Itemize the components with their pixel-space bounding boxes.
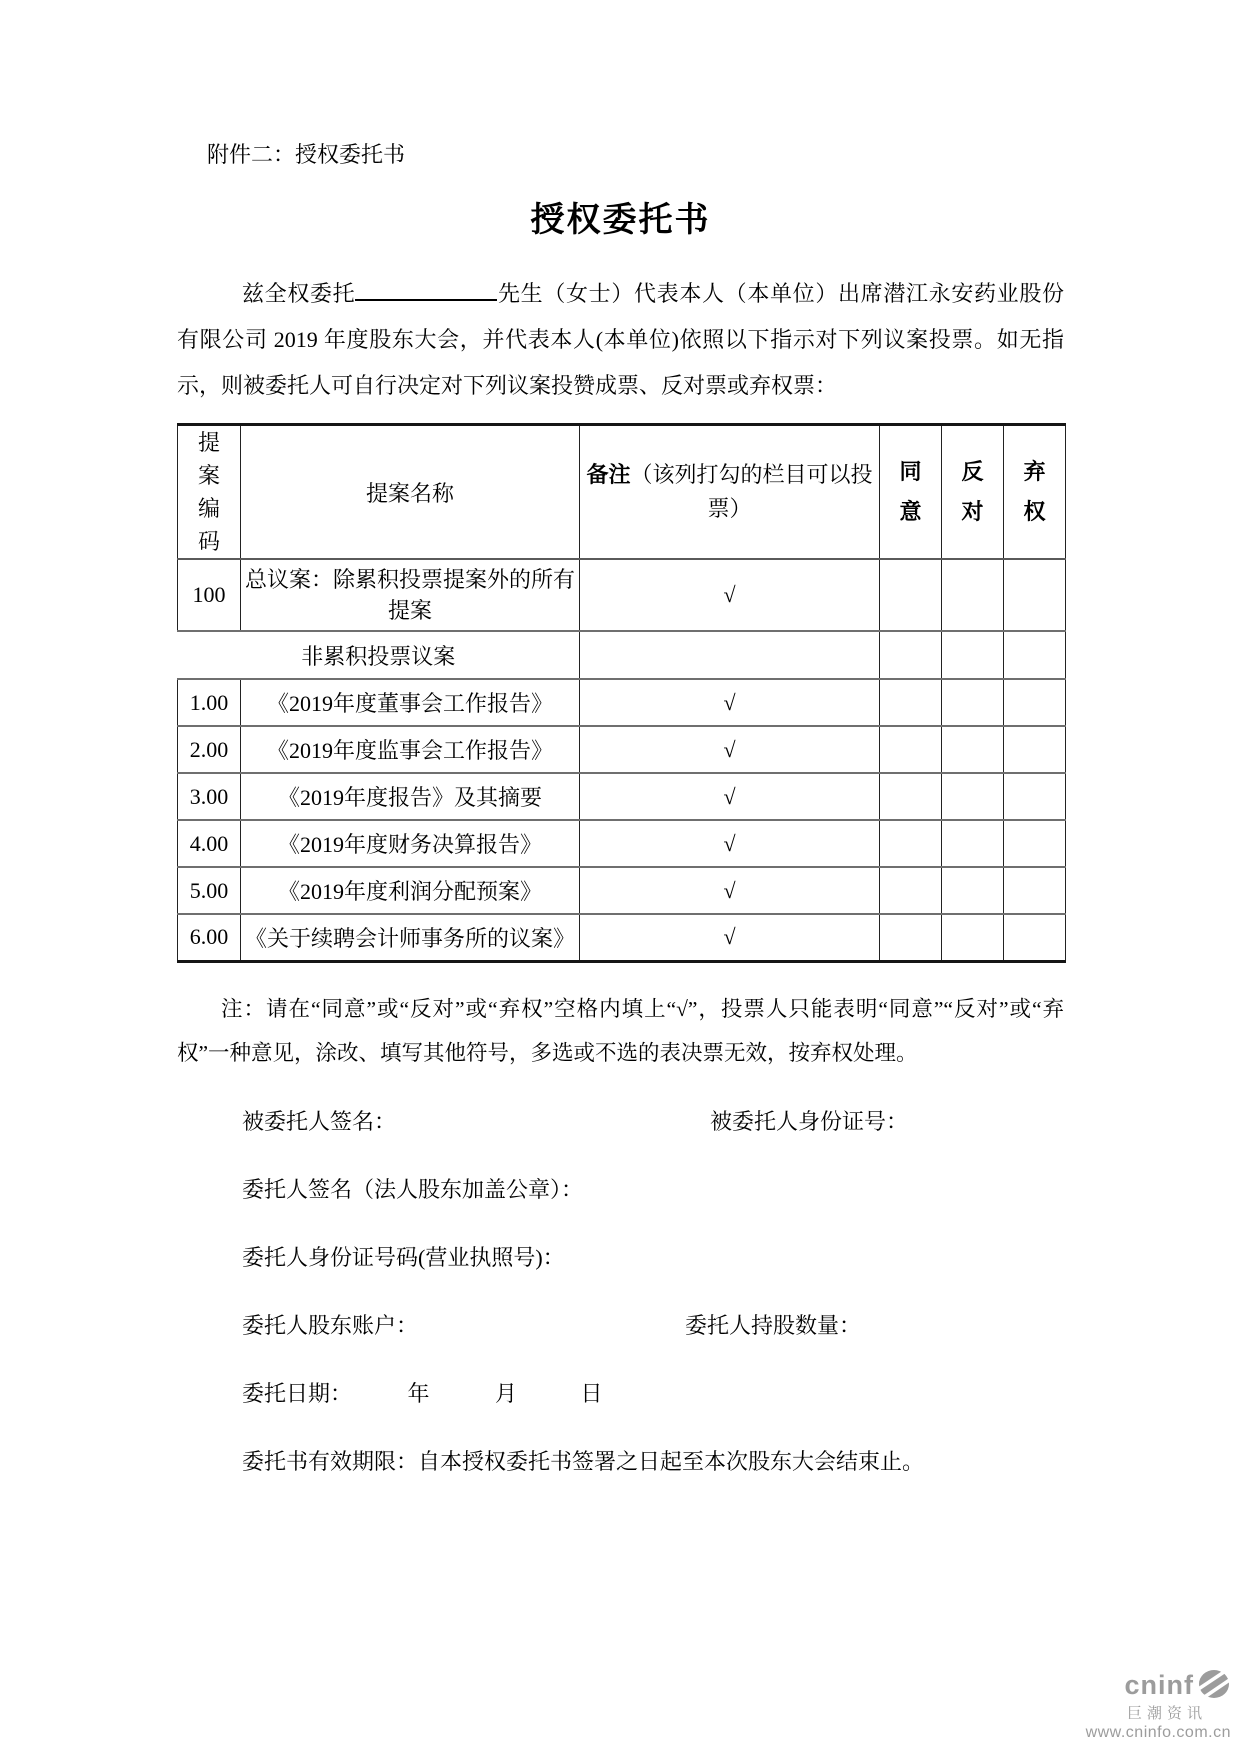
cell-agree — [880, 726, 942, 773]
signature-block — [242, 1107, 1064, 1477]
cell-name: 《2019年度报告》及其摘要 — [241, 773, 580, 820]
header-note — [580, 425, 880, 560]
principal-account-label: 委托人股东账户： — [242, 1312, 419, 1338]
cell-check: √ — [580, 773, 880, 820]
cell-name: 《关于续聘会计师事务所的议案》 — [241, 914, 580, 961]
header-agree: 同意 — [880, 425, 942, 560]
sig-line-account — [242, 1311, 1064, 1341]
table-row — [178, 726, 1066, 773]
cell-abstain — [1004, 631, 1066, 679]
note-paragraph: 注：请在“同意”或“反对”或“弃权”空格内填上“√”，投票人只能表明“同意”“反对”或“弃权”一种意见，涂改、填写其他符号，多选或不选的表决票无效，按弃权处理。 — [177, 996, 1064, 1065]
cell-oppose — [942, 914, 1004, 961]
cell-abstain — [1004, 559, 1066, 631]
table-row-section — [178, 631, 1066, 679]
cell-code: 1.00 — [178, 679, 241, 726]
table-row — [178, 773, 1066, 820]
header-proposal-code: 提案编码 — [178, 425, 241, 560]
trustee-id-label: 被委托人身份证号： — [710, 1108, 909, 1134]
cell-abstain — [1004, 867, 1066, 914]
date-month-label: 月 — [495, 1380, 518, 1406]
cell-abstain — [1004, 726, 1066, 773]
cell-code: 3.00 — [178, 773, 241, 820]
header-note-label: 备注 — [586, 462, 631, 487]
cell-oppose — [942, 726, 1004, 773]
validity-label: 委托书有效期限：自本授权委托书签署之日起至本次股东大会结束止。 — [242, 1448, 925, 1474]
cninfo-brand-cn: 巨潮资讯 — [1126, 1704, 1207, 1722]
cell-agree — [880, 773, 942, 820]
intro-after-blank: 先生（女士）代表本人（本单位）出席潜江永安药业股份有限公司 2019 年度股东大会，并代表本人(本单位)依照以下指示对下列议案投票。如无指示，则被委托人可自行决定对下列议案投赞成票、反对票或弃权票： — [177, 281, 1064, 398]
cell-agree — [880, 679, 942, 726]
cell-name: 《2019年度董事会工作报告》 — [241, 679, 580, 726]
table-row — [178, 820, 1066, 867]
header-abstain: 弃权 — [1004, 425, 1066, 560]
sig-line-principal-sign — [242, 1175, 1064, 1205]
sig-line-validity — [242, 1447, 1064, 1477]
cell-check: √ — [580, 820, 880, 867]
cell-name: 总议案：除累积投票提案外的所有提案 — [241, 559, 580, 631]
cninfo-brand-url: www.cninfo.com.cn — [1085, 1724, 1231, 1742]
voting-table — [177, 423, 1066, 963]
table-header-row — [178, 425, 1066, 560]
cell-agree — [880, 559, 942, 631]
page-title: 授权委托书 — [530, 201, 711, 239]
cell-oppose — [942, 559, 1004, 631]
cell-check: √ — [580, 679, 880, 726]
cell-name: 《2019年度利润分配预案》 — [241, 867, 580, 914]
cell-code: 2.00 — [178, 726, 241, 773]
cell-check: √ — [580, 559, 880, 631]
cell-code: 6.00 — [178, 914, 241, 961]
cell-abstain — [1004, 914, 1066, 961]
principal-shares-label: 委托人持股数量： — [685, 1312, 862, 1338]
cninfo-watermark — [1086, 1668, 1231, 1742]
table-row — [178, 867, 1066, 914]
cninfo-brand-row — [1086, 1668, 1231, 1705]
cell-oppose — [942, 679, 1004, 726]
cell-check — [580, 631, 880, 679]
cell-agree — [880, 867, 942, 914]
header-oppose: 反对 — [942, 425, 1004, 560]
intro-before-blank: 兹全权委托 — [242, 281, 356, 306]
cell-agree — [880, 631, 942, 679]
cell-oppose — [942, 867, 1004, 914]
intro-paragraph — [177, 271, 1064, 409]
principal-sign-label: 委托人签名（法人股东加盖公章）： — [242, 1176, 584, 1202]
trustee-sign-label: 被委托人签名： — [242, 1108, 397, 1134]
cell-oppose — [942, 820, 1004, 867]
principal-id-label: 委托人身份证号码(营业执照号)： — [242, 1244, 565, 1270]
cell-oppose — [942, 631, 1004, 679]
proxy-name-blank — [355, 281, 497, 301]
date-year-label: 年 — [407, 1380, 430, 1406]
header-proposal-name: 提案名称 — [241, 425, 580, 560]
cell-name: 《2019年度监事会工作报告》 — [241, 726, 580, 773]
sig-line-principal-id — [242, 1243, 1064, 1273]
table-row-total — [178, 559, 1066, 631]
sig-line-date — [242, 1379, 1064, 1409]
cell-code: 4.00 — [178, 820, 241, 867]
cell-check: √ — [580, 914, 880, 961]
cell-agree — [880, 914, 942, 961]
table-row — [178, 914, 1066, 961]
table-row — [178, 679, 1066, 726]
cell-abstain — [1004, 820, 1066, 867]
cell-check: √ — [580, 867, 880, 914]
cell-abstain — [1004, 679, 1066, 726]
sig-line-trustee — [242, 1107, 1064, 1137]
cninfo-brand-text: cninf — [1124, 1670, 1194, 1701]
cell-code: 5.00 — [178, 867, 241, 914]
cninfo-globe-icon — [1197, 1668, 1231, 1705]
cell-name: 《2019年度财务决算报告》 — [241, 820, 580, 867]
cell-oppose — [942, 773, 1004, 820]
cell-agree — [880, 820, 942, 867]
attachment-label: 附件二：授权委托书 — [207, 142, 406, 167]
date-label: 委托日期： — [242, 1380, 353, 1406]
cell-code: 100 — [178, 559, 241, 631]
header-note-hint: （该列打勾的栏目可以投票） — [630, 462, 873, 521]
date-day-label: 日 — [580, 1380, 603, 1406]
section-label: 非累积投票议案 — [178, 631, 580, 679]
cell-check: √ — [580, 726, 880, 773]
cell-abstain — [1004, 773, 1066, 820]
